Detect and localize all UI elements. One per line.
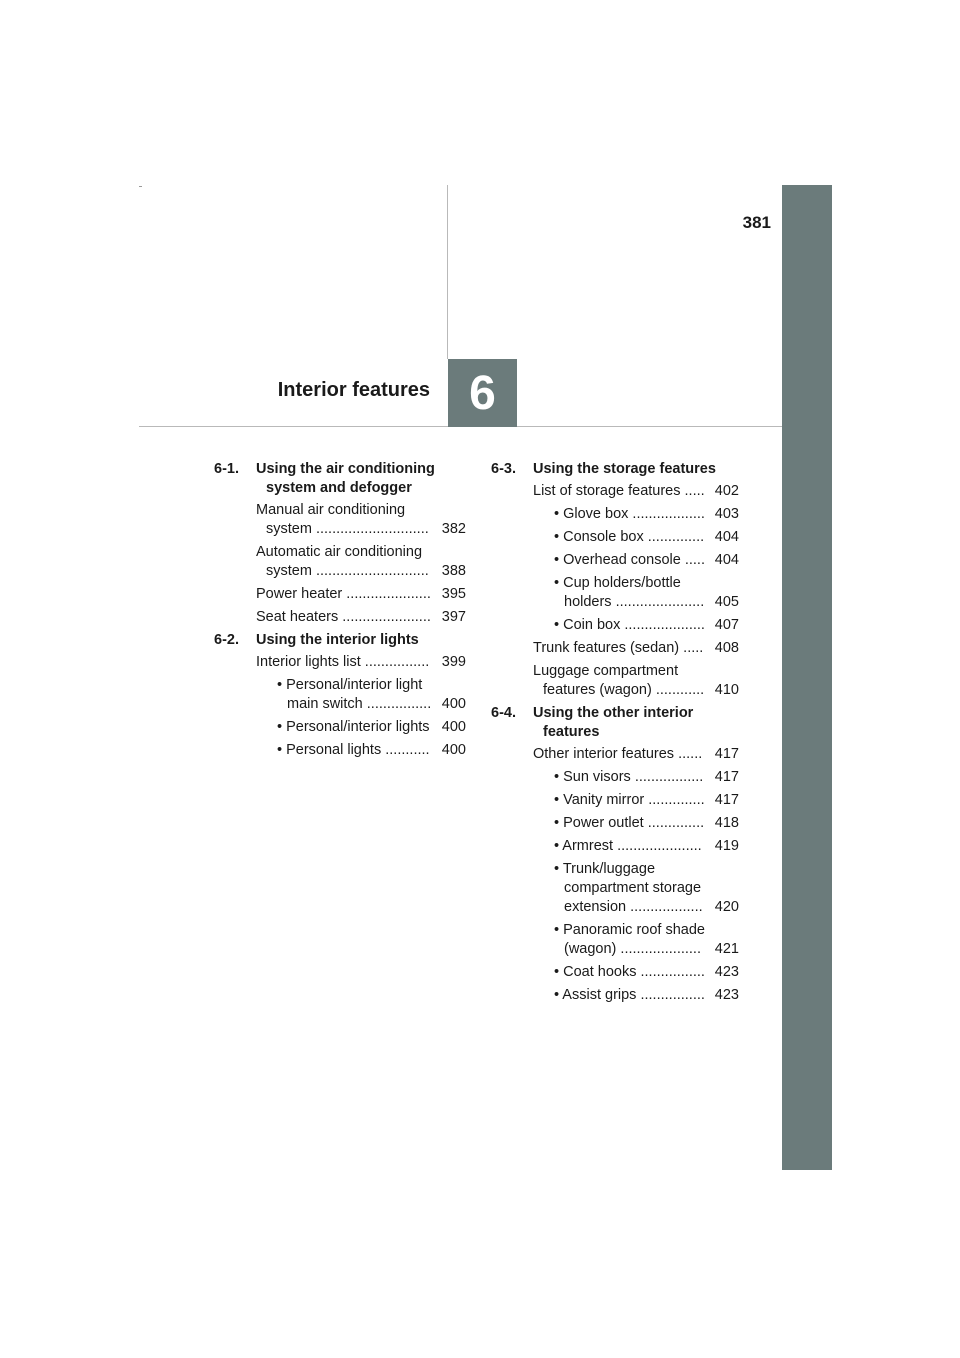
section-title: Using the interior lights xyxy=(256,632,419,648)
toc-entry[interactable] xyxy=(491,616,739,635)
toc-entry-label: List of storage features xyxy=(533,483,681,499)
toc-page-number: 402 xyxy=(714,483,739,499)
toc-entry[interactable] xyxy=(214,741,466,760)
toc-entry-label: • Armrest xyxy=(554,838,614,854)
chapter-side-tab xyxy=(782,185,832,1170)
toc-entry[interactable] xyxy=(214,585,466,604)
toc-entry-label: Trunk features (sedan) xyxy=(533,640,680,656)
page-number: 381 xyxy=(742,213,771,232)
toc-entry[interactable] xyxy=(214,608,466,627)
dot-leader: ................ xyxy=(636,964,705,980)
toc-left-column xyxy=(214,460,466,764)
toc-page-number: 421 xyxy=(714,941,739,957)
section-title: Using the air conditioning system and defogger xyxy=(256,461,435,496)
toc-entry-label: Manual air conditioning system xyxy=(256,502,406,537)
toc-entry[interactable] xyxy=(491,921,739,959)
dot-leader: .................... xyxy=(620,617,705,633)
toc-entry-label: • Personal lights xyxy=(277,742,382,758)
dot-leader: ...... xyxy=(674,746,703,762)
toc-page-number: 410 xyxy=(714,682,739,698)
dot-leader: ..... xyxy=(679,640,704,656)
dot-leader: ................. xyxy=(630,769,704,785)
dot-leader: ............................ xyxy=(311,563,429,579)
toc-entry[interactable] xyxy=(491,768,739,787)
toc-page-number: 399 xyxy=(441,654,466,670)
dot-leader: .............. xyxy=(643,815,705,831)
toc-entry[interactable] xyxy=(214,653,466,672)
toc-page-number: 404 xyxy=(714,552,739,568)
dot-leader: .................. xyxy=(628,506,705,522)
dot-leader: ..... xyxy=(680,552,705,568)
toc-entry[interactable] xyxy=(491,986,739,1005)
toc-entry[interactable] xyxy=(491,639,739,658)
toc-page-number: 423 xyxy=(714,964,739,980)
toc-page-number: 405 xyxy=(714,594,739,610)
toc-entry[interactable] xyxy=(491,482,739,501)
toc-entry-label: • Sun visors xyxy=(554,769,631,785)
crop-mark xyxy=(139,186,142,187)
toc-page-number: 403 xyxy=(714,506,739,522)
dot-leader: ..................... xyxy=(342,586,431,602)
toc-page-number: 418 xyxy=(714,815,739,831)
toc-entry-label: • Coat hooks xyxy=(554,964,637,980)
toc-entry-label: • Coin box xyxy=(554,617,621,633)
section-number: 6-1. xyxy=(214,461,239,477)
vertical-rule xyxy=(447,185,448,359)
chapter-title: Interior features xyxy=(277,379,430,401)
section-number: 6-3. xyxy=(491,461,516,477)
toc-section-heading xyxy=(491,460,739,479)
toc-page-number: 400 xyxy=(441,696,466,712)
dot-leader: ...................... xyxy=(611,594,705,610)
dot-leader: ..................... xyxy=(613,838,702,854)
dot-leader: ................ xyxy=(636,987,705,1003)
toc-entry-label: Luggage compartment features (wagon) xyxy=(533,663,679,698)
toc-section-heading xyxy=(214,631,466,650)
toc-page-number: 423 xyxy=(714,987,739,1003)
dot-leader: ................ xyxy=(360,654,430,670)
toc-entry[interactable] xyxy=(491,551,739,570)
dot-leader: ................ xyxy=(362,696,432,712)
toc-page-number: 395 xyxy=(441,586,466,602)
section-number: 6-4. xyxy=(491,705,516,721)
dot-leader: ............................ xyxy=(311,521,429,537)
dot-leader: .............. xyxy=(643,529,705,545)
toc-section-heading xyxy=(214,460,466,498)
section-title: Using the other interior features xyxy=(533,705,694,740)
section-title: Using the storage features xyxy=(533,461,716,477)
toc-page-number: 400 xyxy=(441,742,466,758)
toc-entry-label: Seat heaters xyxy=(256,609,339,625)
dot-leader: .................... xyxy=(616,941,701,957)
dot-leader: ..... xyxy=(680,483,705,499)
toc-page-number: 407 xyxy=(714,617,739,633)
toc-entry[interactable] xyxy=(214,718,466,737)
toc-entry[interactable] xyxy=(491,662,739,700)
toc-entry-label: • Glove box xyxy=(554,506,629,522)
toc-right-column xyxy=(491,460,739,1009)
toc-page-number: 382 xyxy=(441,521,466,537)
toc-page-number: 400 xyxy=(441,719,466,735)
toc-entry[interactable] xyxy=(491,745,739,764)
toc-entry[interactable] xyxy=(491,528,739,547)
toc-entry-label: Automatic air conditioning system xyxy=(256,544,423,579)
toc-entry-label: • Cup holders/bottle holders xyxy=(554,575,681,610)
toc-entry[interactable] xyxy=(491,860,739,917)
chapter-number-box: 6 xyxy=(448,359,517,427)
toc-page-number: 397 xyxy=(441,609,466,625)
toc-entry-label: Interior lights list xyxy=(256,654,361,670)
toc-entry-label: • Personal/interior lights xyxy=(277,719,430,735)
toc-entry-label: • Overhead console xyxy=(554,552,681,568)
dot-leader: ...................... xyxy=(338,609,431,625)
toc-entry[interactable] xyxy=(214,543,466,581)
toc-entry-label: Power heater xyxy=(256,586,343,602)
toc-entry[interactable] xyxy=(491,963,739,982)
toc-entry[interactable] xyxy=(491,814,739,833)
dot-leader: ............ xyxy=(651,682,705,698)
toc-page-number: 388 xyxy=(441,563,466,579)
toc-entry[interactable] xyxy=(214,501,466,539)
toc-entry[interactable] xyxy=(491,837,739,856)
dot-leader: .............. xyxy=(644,792,705,808)
toc-entry-label: • Trunk/luggage compartment storage extension xyxy=(554,861,702,915)
toc-page-number: 419 xyxy=(714,838,739,854)
section-number: 6-2. xyxy=(214,632,239,648)
dot-leader: .................. xyxy=(626,899,703,915)
dot-leader: ........... xyxy=(381,742,430,758)
toc-page-number: 417 xyxy=(714,792,739,808)
toc-page-number: 404 xyxy=(714,529,739,545)
toc-entry-label: Other interior features xyxy=(533,746,675,762)
toc-entry-label: • Console box xyxy=(554,529,644,545)
toc-entry[interactable] xyxy=(214,676,466,714)
toc-section-heading xyxy=(491,704,739,742)
toc-entry[interactable] xyxy=(491,505,739,524)
toc-page-number: 420 xyxy=(714,899,739,915)
toc-page-number: 417 xyxy=(714,769,739,785)
toc-entry-label: • Assist grips xyxy=(554,987,637,1003)
toc-entry-label: • Panoramic roof shade (wagon) xyxy=(554,922,705,957)
toc-entry-label: • Vanity mirror xyxy=(554,792,645,808)
toc-page-number: 417 xyxy=(714,746,739,762)
toc-entry-label: • Personal/interior light main switch xyxy=(277,677,423,712)
toc-entry-label: • Power outlet xyxy=(554,815,644,831)
toc-page-number: 408 xyxy=(714,640,739,656)
toc-entry[interactable] xyxy=(491,791,739,810)
toc-entry[interactable] xyxy=(491,574,739,612)
